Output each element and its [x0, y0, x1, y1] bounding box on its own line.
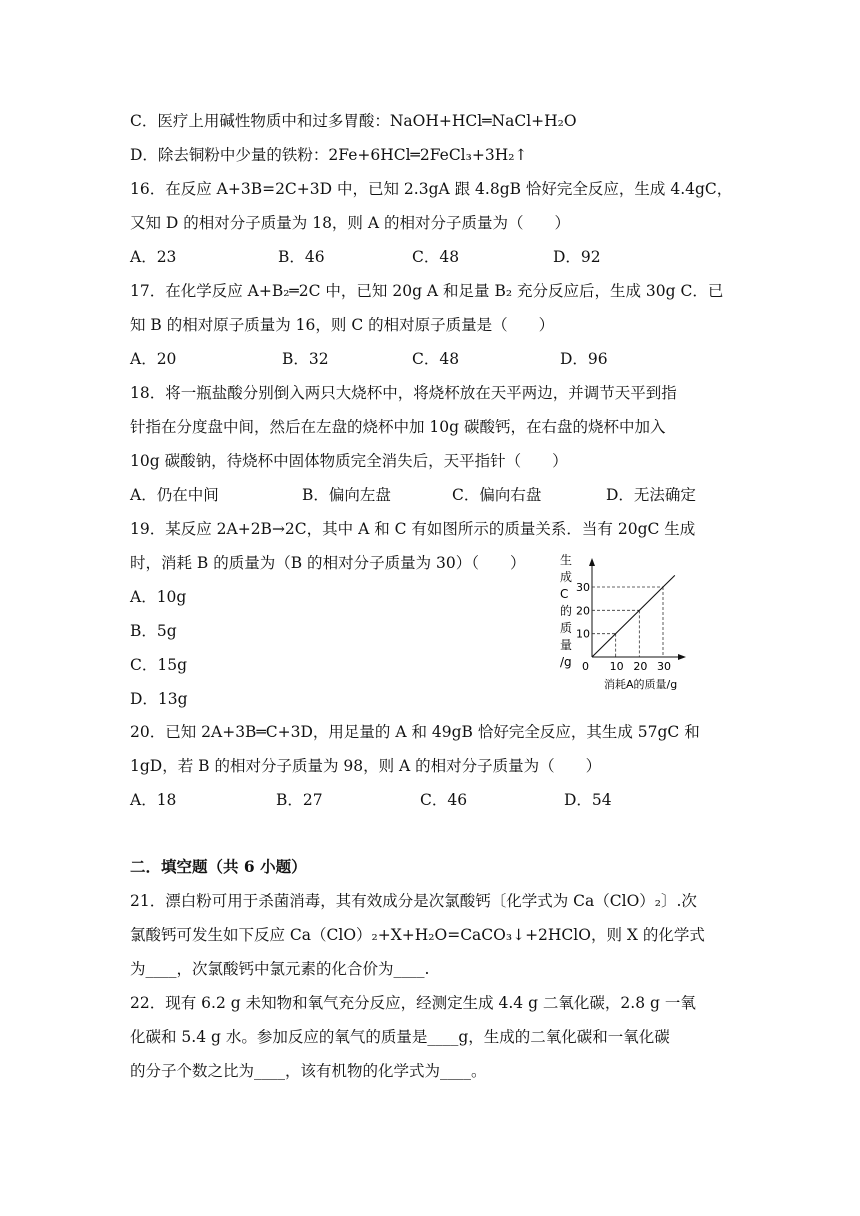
- y-tick-label: 30: [576, 581, 590, 594]
- q18-option-d: D．无法确定: [606, 486, 696, 504]
- q19-option-c: C．15g: [130, 656, 188, 674]
- q18-stem-2: 针指在分度盘中间，然后在左盘的烧杯中加 10g 碳酸钙，在右盘的烧杯中加入: [130, 418, 666, 436]
- y-axis-label: [560, 552, 572, 669]
- y-label-char: 质: [560, 621, 573, 635]
- q19-option-d: D．13g: [130, 690, 188, 708]
- q16-stem-2: 又知 D 的相对分子质量为 18，则 A 的相对分子质量为（ ）: [130, 214, 570, 232]
- q21-stem-1: 21．漂白粉可用于杀菌消毒，其有效成分是次氯酸钙〔化学式为 Ca（ClO）₂〕.次: [130, 892, 697, 910]
- section-title-fill-in: 二．填空题（共 6 小题）: [130, 857, 307, 876]
- q17-stem-1: 17．在化学反应 A+B₂═2C 中，已知 20g A 和足量 B₂ 充分反应后，生成 30g C．已: [130, 282, 724, 300]
- y-label-char: 成: [560, 570, 573, 584]
- y-axis-arrow: [589, 558, 595, 566]
- q17-option-a: A．20: [130, 350, 177, 368]
- q16-option-d: D．92: [553, 248, 601, 266]
- q15-option-d: D．除去铜粉中少量的铁粉：2Fe+6HCl═2FeCl₃+3H₂↑: [130, 146, 528, 164]
- q18-option-a: A．仍在中间: [130, 486, 219, 504]
- q17-option-d: D．96: [560, 350, 608, 368]
- x-axis-label: 消耗A的质量/g: [604, 678, 678, 690]
- y-tick-label: 20: [576, 604, 590, 618]
- q16-option-b: B．46: [278, 248, 325, 266]
- q18-option-b: B．偏向左盘: [302, 486, 391, 504]
- q22-stem-1: 22．现有 6.2 g 未知物和氧气充分反应，经测定生成 4.4 g 二氧化碳，2.8 g 一氧: [130, 994, 696, 1012]
- q21-stem-2: 氯酸钙可发生如下反应 Ca（ClO）₂+X+H₂O=CaCO₃↓+2HClO，则 X 的化学式: [130, 926, 705, 944]
- q18-stem-1: 18．将一瓶盐酸分别倒入两只大烧杯中，将烧杯放在天平两边，并调节天平到指: [130, 384, 677, 402]
- q21-stem-3: 为____，次氯酸钙中氯元素的化合价为____.: [130, 960, 430, 978]
- q15-option-c: C．医疗上用碱性物质中和过多胃酸：NaOH+HCl═NaCl+H₂O: [130, 112, 577, 130]
- y-label-char: C: [560, 587, 569, 601]
- y-label-char: 的: [560, 604, 573, 618]
- y-tick-label: 10: [576, 627, 590, 641]
- y-label-char: 生: [560, 553, 573, 567]
- q17-stem-2: 知 B 的相对原子质量为 16，则 C 的相对原子质量是（ ）: [130, 316, 555, 334]
- q19-option-b: B．5g: [130, 622, 177, 640]
- q16-option-a: A．23: [130, 248, 177, 266]
- q22-stem-3: 的分子个数之比为____，该有机物的化学式为____。: [130, 1062, 487, 1080]
- x-tick-label: 0: [582, 660, 589, 673]
- q16-option-c: C．48: [412, 248, 460, 266]
- mass-relation-chart: [552, 550, 702, 690]
- y-label-char: /g: [560, 655, 572, 669]
- q20-option-b: B．27: [276, 791, 323, 809]
- series-line: [592, 575, 675, 657]
- x-tick-label: 30: [657, 660, 671, 673]
- q19-stem-1: 19．某反应 2A+2B→2C，其中 A 和 C 有如图所示的质量关系．当有 20gC 生成: [130, 520, 696, 538]
- q20-stem-1: 20．已知 2A+3B═C+3D，用足量的 A 和 49gB 恰好完全反应，其生成 57gC 和: [130, 723, 700, 741]
- q20-option-c: C．46: [420, 791, 468, 809]
- q16-stem-1: 16．在反应 A+3B=2C+3D 中，已知 2.3gA 跟 4.8gB 恰好完全反应，生成 4.4gC，: [130, 180, 733, 198]
- q18-stem-3: 10g 碳酸钠，待烧杯中固体物质完全消失后，天平指针（ ）: [130, 452, 568, 470]
- q20-option-d: D．54: [564, 791, 612, 809]
- q20-option-a: A．18: [130, 791, 177, 809]
- q22-stem-2: 化碳和 5.4 g 水。参加反应的氧气的质量是____g，生成的二氧化碳和一氧化碳: [130, 1028, 670, 1046]
- q19-option-a: A．10g: [130, 588, 187, 606]
- y-label-char: 量: [560, 638, 573, 652]
- q19-stem-2: 时，消耗 B 的质量为（B 的相对分子质量为 30）（ ）: [130, 554, 526, 572]
- x-tick-label: 20: [633, 660, 648, 673]
- q20-stem-2: 1gD，若 B 的相对分子质量为 98，则 A 的相对分子质量为（ ）: [130, 757, 602, 775]
- q17-option-c: C．48: [412, 350, 460, 368]
- x-axis-arrow: [678, 654, 686, 660]
- q18-option-c: C．偏向右盘: [452, 486, 542, 504]
- q17-option-b: B．32: [282, 350, 329, 368]
- x-tick-label: 10: [609, 660, 624, 673]
